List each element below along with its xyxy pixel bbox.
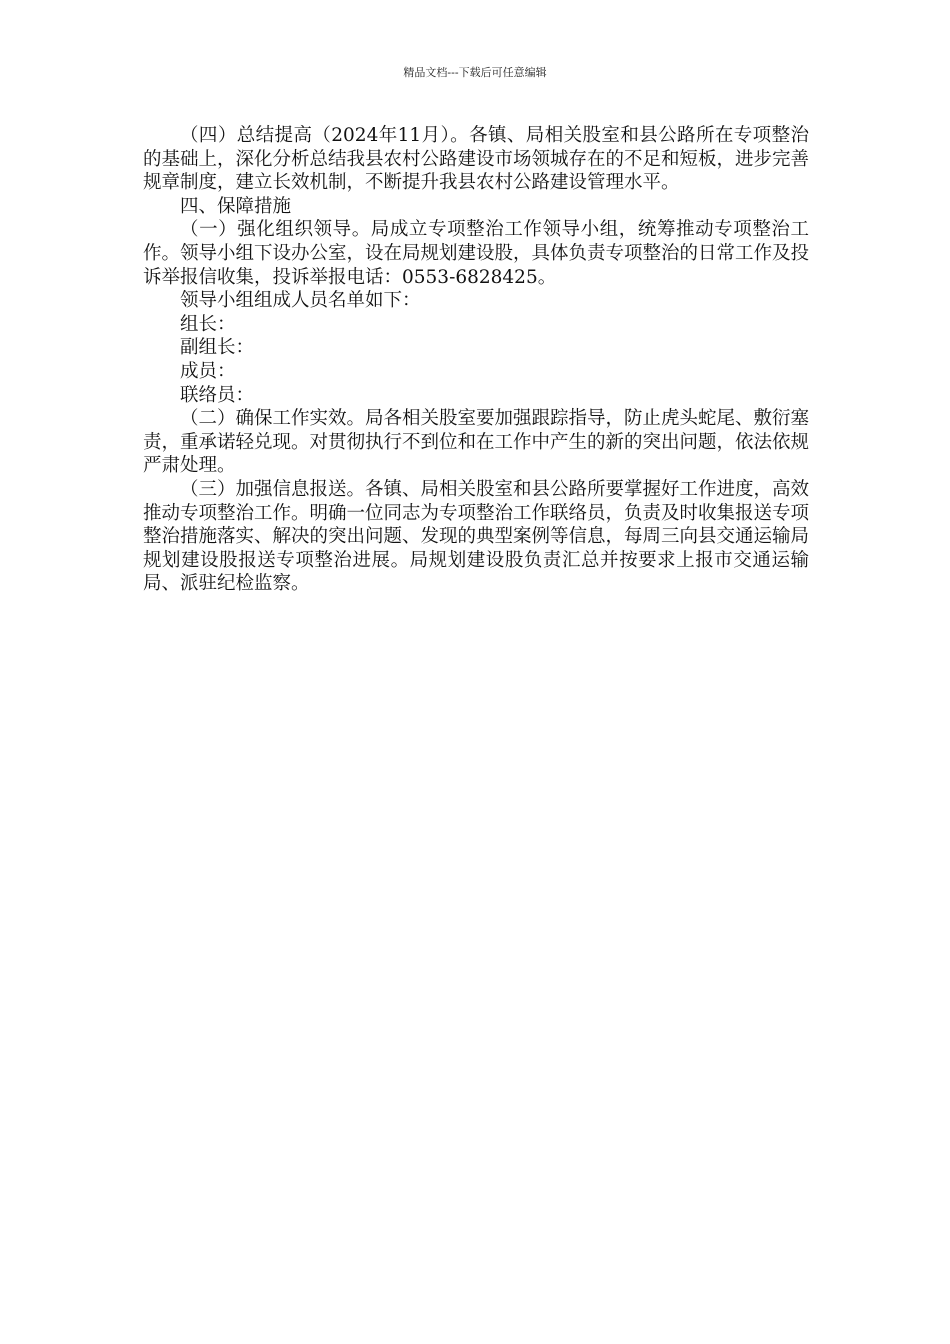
deputy-leader-label: 副组长： [180,337,255,359]
members-label: 成员： [180,360,236,382]
paragraph-summary: （四）总结提高（2024年11月）。各镇、局相关股室和县公路所在专项整治的基础上，深化分析总结我县农村公路建设市场领城存在的不足和短板，进步完善规章制度，建立长效机制，不断提升我县农村公路建设管理水平。 [143,125,810,194]
liaison-label: 联络员： [180,384,255,406]
member-list-intro: 领导小组组成人员名单如下： [180,290,421,312]
section-heading-measures: 四、保障措施 [180,195,292,217]
paragraph-organization: （一）强化组织领导。局成立专项整治工作领导小组，统筹推动专项整治工作。领导小组下设办公室，设在局规划建设股，具体负责专项整治的日常工作及投诉举报信收集，投诉举报电话：0553-6828425。 [143,219,810,288]
leader-label: 组长： [180,313,236,335]
page-header: 精品文档---下载后可任意编辑 [403,66,547,79]
paragraph-effectiveness: （二）确保工作实效。局各相关股室要加强跟踪指导，防止虎头蛇尾、敷衍塞责，重承诺轻兑现。对贯彻执行不到位和在工作中产生的新的突出问题，依法依规严肃处理。 [143,408,810,477]
paragraph-reporting: （三）加强信息报送。各镇、局相关股室和县公路所要掌握好工作进度，高效推动专项整治工作。明确一位同志为专项整治工作联络员，负责及时收集报送专项整治措施落实、解决的突出问题、发现的典型案例等信息，每周三向县交通运输局规划建设股报送专项整治进展。局规划建设股负责汇总并按要求上报市交通运输局、派驻纪检监察。 [143,478,810,595]
document-body [143,124,809,596]
